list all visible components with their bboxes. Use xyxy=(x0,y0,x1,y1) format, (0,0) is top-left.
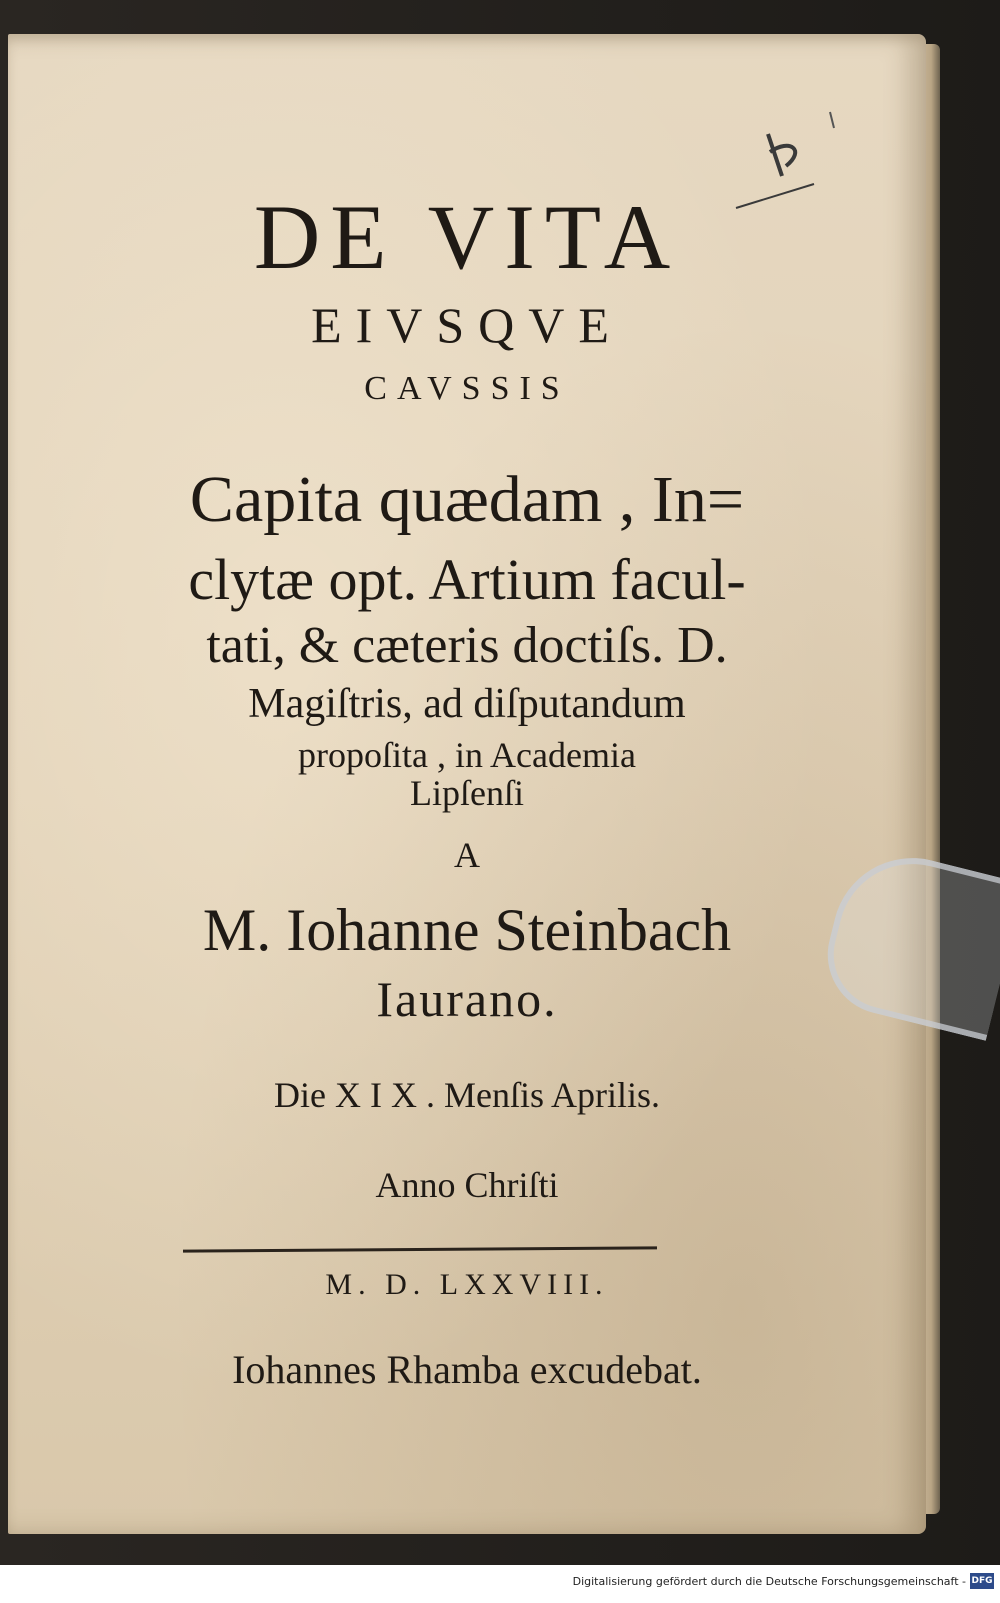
footer-bar xyxy=(0,1565,1000,1603)
divider-rule xyxy=(183,1246,657,1252)
title-line-3: CAVSSIS xyxy=(364,370,570,407)
footer-credit: Digitalisierung gefördert durch die Deutsche Forschungsgemeinschaft - xyxy=(572,1575,966,1588)
author-line-2: Iaurano. xyxy=(376,971,558,1027)
date-line: Die X I X . Menſis Aprilis. xyxy=(274,1075,660,1115)
body-line-5: propoſita , in Academia xyxy=(298,735,636,775)
author-line-1: M. Iohanne Steinbach xyxy=(202,897,732,963)
body-line-2: clytæ opt. Artium facul- xyxy=(188,547,746,612)
dfg-logo-icon: DFG xyxy=(970,1573,994,1589)
printer-line: Iohannes Rhamba excudebat. xyxy=(232,1347,702,1392)
body-line-6: Lipſenſi xyxy=(410,773,524,813)
title-line-1: DE VITA xyxy=(253,186,681,288)
anno-line: Anno Chriſti xyxy=(375,1165,559,1205)
body-line-1: Capita quædam , In= xyxy=(189,463,745,536)
by-line: A xyxy=(454,835,480,875)
title-page xyxy=(8,34,926,1534)
title-line-2: EIVSQVE xyxy=(311,297,623,353)
body-line-4: Magiſtris, ad diſputandum xyxy=(248,681,686,727)
year-line: M. D. LXXVIII. xyxy=(325,1268,609,1301)
body-line-3: tati, & cæteris doctiſs. D. xyxy=(206,617,728,674)
